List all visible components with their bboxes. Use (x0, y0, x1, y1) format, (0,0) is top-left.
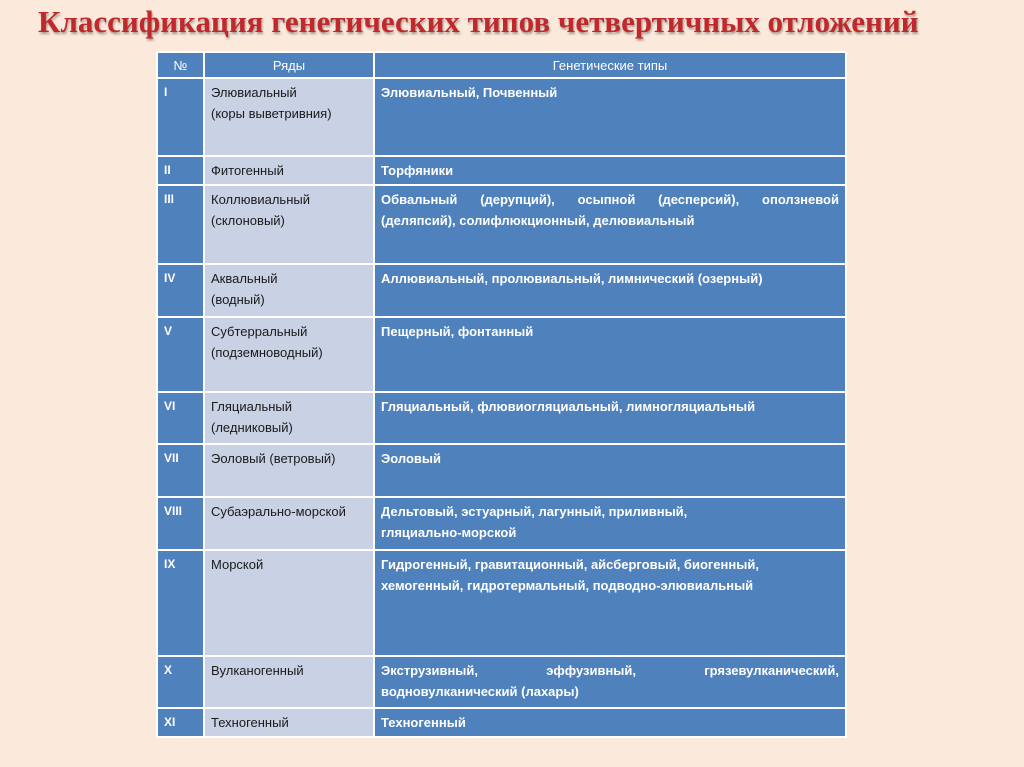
row-types (374, 264, 846, 317)
types-line: Пещерный, фонтанный (381, 324, 534, 339)
row-types (374, 497, 846, 550)
row-types (374, 185, 846, 264)
series-line: (подземноводный) (211, 345, 323, 360)
table-row (157, 444, 846, 497)
types-line: Элювиальный, Почвенный (381, 85, 558, 100)
row-types (374, 656, 846, 708)
row-num: III (157, 185, 204, 264)
row-types (374, 392, 846, 444)
types-line: Дельтовый, эстуарный, лагунный, приливный, (381, 504, 688, 519)
row-types (374, 550, 846, 656)
table-header-row (157, 52, 846, 78)
row-num: XI (157, 708, 204, 737)
row-series (204, 444, 374, 497)
row-series (204, 550, 374, 656)
table-row (157, 185, 846, 264)
header-series: Ряды (204, 52, 374, 78)
row-series (204, 708, 374, 737)
series-line: Коллювиальный (211, 192, 310, 207)
row-types (374, 317, 846, 392)
types-line: Эоловый (381, 451, 441, 466)
types-line: гляциально-морской (381, 525, 517, 540)
table-row (157, 497, 846, 550)
row-num: VI (157, 392, 204, 444)
row-num: IX (157, 550, 204, 656)
series-line: Субаэрально-морской (211, 504, 346, 519)
series-line: Субтерральный (211, 324, 308, 339)
row-num: V (157, 317, 204, 392)
row-series (204, 317, 374, 392)
series-line: (водный) (211, 292, 265, 307)
types-line: (деляпсий), солифлюкционный, делювиальный (381, 213, 695, 228)
row-series (204, 185, 374, 264)
header-types: Генетические типы (374, 52, 846, 78)
row-num: VII (157, 444, 204, 497)
series-line: (склоновый) (211, 213, 285, 228)
types-line: Аллювиальный, пролювиальный, лимнический (озерный) (381, 271, 763, 286)
row-types (374, 78, 846, 156)
types-line: Гидрогенный, гравитационный, айсберговый, биогенный, (381, 557, 759, 572)
types-line: водновулканический (лахары) (381, 684, 579, 699)
table-row (157, 156, 846, 185)
row-num: X (157, 656, 204, 708)
series-line: Элювиальный (211, 85, 297, 100)
table-row (157, 708, 846, 737)
types-line: Обвальный (дерупций), осыпной (десперсий), оползневой (381, 192, 839, 207)
types-line: Гляциальный, флювиогляциальный, лимногляциальный (381, 399, 756, 414)
row-series (204, 392, 374, 444)
series-line: (коры выветривния) (211, 106, 332, 121)
row-types (374, 708, 846, 737)
table-row (157, 656, 846, 708)
row-num: IV (157, 264, 204, 317)
row-num: II (157, 156, 204, 185)
row-series (204, 156, 374, 185)
genetic-types-table (156, 51, 847, 738)
series-line: Вулканогенный (211, 663, 304, 678)
types-line: Экструзивный, эффузивный, грязевулканический, (381, 663, 839, 678)
types-line: Торфяники (381, 163, 454, 178)
types-line: хемогенный, гидротермальный, подводно-элювиальный (381, 578, 754, 593)
series-line: Гляциальный (211, 399, 293, 414)
row-types (374, 156, 846, 185)
row-series (204, 78, 374, 156)
header-num: № (157, 52, 204, 78)
table-row (157, 392, 846, 444)
types-line: Техногенный (381, 715, 466, 730)
series-line: Фитогенный (211, 163, 284, 178)
series-line: Аквальный (211, 271, 278, 286)
row-series (204, 264, 374, 317)
series-line: Эоловый (ветровый) (211, 451, 336, 466)
series-line: Морской (211, 557, 264, 572)
row-series (204, 497, 374, 550)
row-num: VIII (157, 497, 204, 550)
table-row (157, 317, 846, 392)
series-line: (ледниковый) (211, 420, 293, 435)
series-line: Техногенный (211, 715, 289, 730)
table-row (157, 78, 846, 156)
row-series (204, 656, 374, 708)
slide-title: Классификация генетических типов четвертичных отложений (38, 4, 919, 39)
row-types (374, 444, 846, 497)
table-row (157, 550, 846, 656)
table-row (157, 264, 846, 317)
row-num: I (157, 78, 204, 156)
